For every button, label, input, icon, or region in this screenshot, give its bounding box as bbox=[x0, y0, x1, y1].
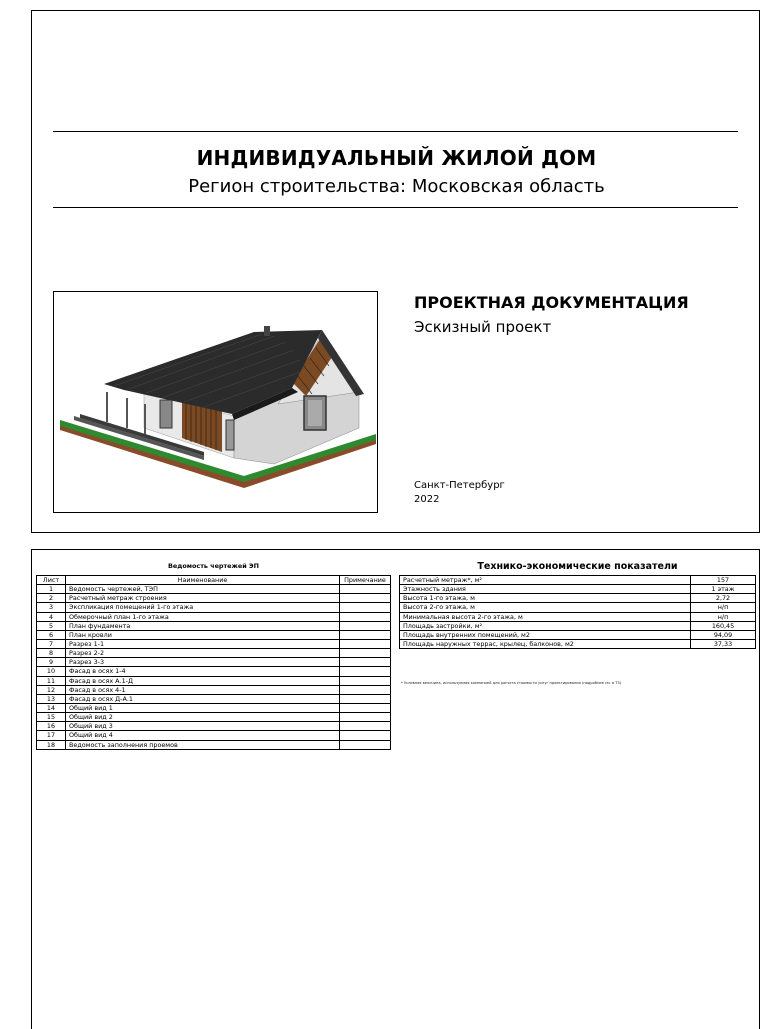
sheet-name: План кровли bbox=[66, 630, 340, 639]
table-row bbox=[37, 594, 391, 603]
table-row bbox=[400, 603, 756, 612]
table-row bbox=[37, 731, 391, 740]
sheet-note bbox=[340, 603, 391, 612]
sheet-note bbox=[340, 649, 391, 658]
sheet-note bbox=[340, 621, 391, 630]
title-top-rule bbox=[53, 131, 738, 132]
sheet-number: 17 bbox=[37, 731, 66, 740]
indicator-name: Высота 1-го этажа, м bbox=[400, 594, 691, 603]
indicator-value: н/п bbox=[691, 612, 756, 621]
sheet-note bbox=[340, 639, 391, 648]
table-row bbox=[400, 594, 756, 603]
indicator-value: 2,72 bbox=[691, 594, 756, 603]
sheet-name: Общий вид 4 bbox=[66, 731, 340, 740]
sheet-note bbox=[340, 585, 391, 594]
sheet-name: Фасад в осях 1-4 bbox=[66, 667, 340, 676]
sheet-number: 15 bbox=[37, 713, 66, 722]
sheet-number: 16 bbox=[37, 722, 66, 731]
sheet-note bbox=[340, 630, 391, 639]
sheet-name: Фасад в осях Д-А.1 bbox=[66, 694, 340, 703]
construction-region: Регион строительства: Московская область bbox=[188, 176, 605, 197]
city: Санкт-Петербург bbox=[414, 480, 505, 491]
cover-sheet bbox=[31, 10, 760, 533]
sheet-number: 5 bbox=[37, 621, 66, 630]
table-row bbox=[400, 612, 756, 621]
sheet-number: 9 bbox=[37, 658, 66, 667]
sheet-number: 14 bbox=[37, 703, 66, 712]
sheet-note bbox=[340, 594, 391, 603]
sheet-number: 11 bbox=[37, 676, 66, 685]
indicator-name: Высота 2-го этажа, м bbox=[400, 603, 691, 612]
col-header-sheet: Лист bbox=[37, 576, 66, 585]
table-row bbox=[37, 621, 391, 630]
sheet-note bbox=[340, 667, 391, 676]
title-bottom-rule bbox=[53, 207, 738, 208]
sheet-note bbox=[340, 685, 391, 694]
table-row bbox=[37, 740, 391, 749]
table-row bbox=[37, 685, 391, 694]
tep-table bbox=[399, 575, 756, 649]
indicator-value: 157 bbox=[691, 576, 756, 585]
sheet-name: Разрез 3-3 bbox=[66, 658, 340, 667]
sheet-number: 4 bbox=[37, 612, 66, 621]
indicator-value: 94,09 bbox=[691, 630, 756, 639]
table-row bbox=[37, 603, 391, 612]
indicator-name: Площадь внутренних помещений, м2 bbox=[400, 630, 691, 639]
table-row bbox=[37, 713, 391, 722]
table-row bbox=[37, 676, 391, 685]
drawings-table-title: Ведомость чертежей ЭП bbox=[168, 562, 259, 570]
sheet-name: Ведомость чертежей, ТЭП bbox=[66, 585, 340, 594]
city-year-block bbox=[414, 479, 505, 507]
table-row bbox=[37, 649, 391, 658]
sheet-number: 1 bbox=[37, 585, 66, 594]
sheet-number: 18 bbox=[37, 740, 66, 749]
table-row bbox=[37, 658, 391, 667]
sheet-name: Общий вид 2 bbox=[66, 713, 340, 722]
col-header-name: Наименование bbox=[66, 576, 340, 585]
indicator-value: 1 этаж bbox=[691, 585, 756, 594]
sheet-name: Фасад в осях А.1-Д bbox=[66, 676, 340, 685]
sheet-note bbox=[340, 694, 391, 703]
table-row bbox=[37, 667, 391, 676]
sheet-note bbox=[340, 740, 391, 749]
indicator-value: 160,45 bbox=[691, 621, 756, 630]
tep-footnote: * Условная величина, используемая компанией для расчета стоимости услуг проектирования (подробнее см. в ТЗ) bbox=[401, 681, 622, 685]
col-header-note: Примечание bbox=[340, 576, 391, 585]
table-row bbox=[400, 639, 756, 648]
sheet-number: 3 bbox=[37, 603, 66, 612]
sheet-name: Фасад в осях 4-1 bbox=[66, 685, 340, 694]
sheet-note bbox=[340, 713, 391, 722]
table-row bbox=[400, 576, 756, 585]
table-row bbox=[400, 585, 756, 594]
sheet-number: 2 bbox=[37, 594, 66, 603]
sheet-number: 7 bbox=[37, 639, 66, 648]
drawings-header-row bbox=[37, 576, 391, 585]
sheet-note bbox=[340, 676, 391, 685]
sheet-note bbox=[340, 703, 391, 712]
sheet-name: Ведомость заполнения проемов bbox=[66, 740, 340, 749]
table-row bbox=[37, 639, 391, 648]
sheet-number: 13 bbox=[37, 694, 66, 703]
sheet-name: Общий вид 1 bbox=[66, 703, 340, 712]
indicator-name: Площадь наружных террас, крылец, балконов, м2 bbox=[400, 639, 691, 648]
drawings-table bbox=[36, 575, 391, 750]
sheet-note bbox=[340, 722, 391, 731]
sheet-number: 6 bbox=[37, 630, 66, 639]
table-row bbox=[37, 703, 391, 712]
table-row bbox=[37, 630, 391, 639]
table-row bbox=[400, 630, 756, 639]
house-render bbox=[53, 291, 378, 513]
year: 2022 bbox=[414, 494, 440, 505]
sheet-name: Общий вид 3 bbox=[66, 722, 340, 731]
indicator-name: Минимальная высота 2-го этажа, м bbox=[400, 612, 691, 621]
indicator-name: Расчетный метраж*, м² bbox=[400, 576, 691, 585]
drawings-sheet bbox=[31, 549, 760, 1029]
sheet-name: Разрез 1-1 bbox=[66, 639, 340, 648]
table-row bbox=[37, 694, 391, 703]
sheet-name: План фундамента bbox=[66, 621, 340, 630]
indicator-value: н/п bbox=[691, 603, 756, 612]
sheet-note bbox=[340, 612, 391, 621]
documentation-stage: Эскизный проект bbox=[414, 318, 552, 336]
indicator-name: Площадь застройки, м² bbox=[400, 621, 691, 630]
sheet-note bbox=[340, 658, 391, 667]
sheet-note bbox=[340, 731, 391, 740]
tep-table-title: Технико-экономические показатели bbox=[477, 561, 678, 572]
table-row bbox=[37, 585, 391, 594]
table-row bbox=[37, 612, 391, 621]
sheet-name: Обмерочный план 1-го этажа bbox=[66, 612, 340, 621]
indicator-value: 37,33 bbox=[691, 639, 756, 648]
table-row bbox=[37, 722, 391, 731]
sheet-name: Экспликация помещений 1-го этажа bbox=[66, 603, 340, 612]
sheet-name: Разрез 2-2 bbox=[66, 649, 340, 658]
documentation-title: ПРОЕКТНАЯ ДОКУМЕНТАЦИЯ bbox=[414, 293, 689, 312]
sheet-number: 12 bbox=[37, 685, 66, 694]
sheet-number: 8 bbox=[37, 649, 66, 658]
project-title: ИНДИВИДУАЛЬНЫЙ ЖИЛОЙ ДОМ bbox=[196, 146, 597, 170]
sheet-number: 10 bbox=[37, 667, 66, 676]
table-row bbox=[400, 621, 756, 630]
sheet-name: Расчетный метраж строения bbox=[66, 594, 340, 603]
indicator-name: Этажность здания bbox=[400, 585, 691, 594]
